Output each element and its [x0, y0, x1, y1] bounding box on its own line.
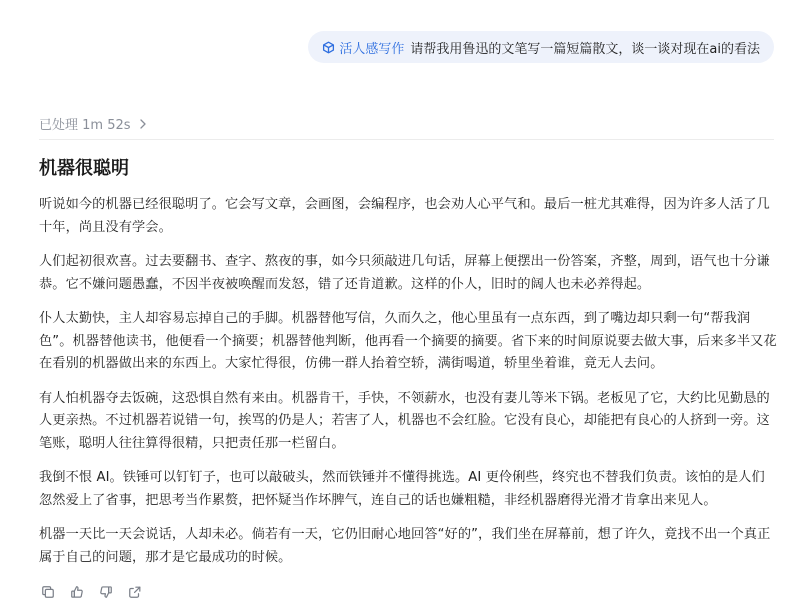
- processing-status[interactable]: [39, 114, 147, 133]
- response-article: [39, 156, 777, 581]
- skill-label: 活人感写作: [339, 41, 405, 57]
- divider: [39, 139, 774, 140]
- thumbs-up-icon[interactable]: [69, 584, 85, 600]
- article-paragraph: 有人怕机器夺去饭碗，这恐惧自然有来由。机器肯干，手快，不领薪水，也没有妻儿等米下锅。老板见了它，大约比见勤恳的人更亲热。不过机器若说错一句，挨骂的仍是人；若害了人，机器也不会红脸。它没有良心，却能把有良心的人挤到一旁。这笔账，聪明人往往算得很精，只把责任那一栏留白。: [39, 390, 770, 451]
- copy-icon[interactable]: [40, 584, 56, 600]
- article-paragraph: 人们起初很欢喜。过去要翻书、查字、熬夜的事，如今只须敲进几句话，屏幕上便摆出一份答案，齐整，周到，语气也十分谦恭。它不嫌问题愚蠢，不因半夜被唤醒而发怒，错了还肯道歉。这样的仆人，旧时的阔人也未必养得起。: [39, 254, 770, 292]
- article-paragraph: 机器一天比一天会说话，人却未必。倘若有一天，它仍旧耐心地回答“好的”，我们坐在屏幕前，想了许久，竟找不出一个真正属于自己的问题，那才是它最成功的时候。: [39, 527, 771, 565]
- cube-icon: [322, 41, 335, 54]
- user-message-bubble: [308, 31, 774, 63]
- thumbs-down-icon[interactable]: [98, 584, 114, 600]
- article-paragraph: 我倒不恨 AI。铁锤可以钉钉子，也可以敲破头，然而铁锤并不懂得挑选。AI 更伶俐些，终究也不替我们负责。该怕的是人们忽然爱上了省事，把思考当作累赘，把怀疑当作坏脾气，连自己的话也嫌粗糙，非经机器磨得光滑才肯拿出来见人。: [39, 470, 765, 508]
- article-paragraph: 听说如今的机器已经很聪明了。它会写文章，会画图，会编程序，也会劝人心平气和。最后一桩尤其难得，因为许多人活了几十年，尚且没有学会。: [39, 197, 770, 235]
- article-title: 机器很聪明: [39, 158, 129, 179]
- chevron-right-icon: [139, 119, 147, 129]
- share-icon[interactable]: [127, 584, 143, 600]
- article-paragraph: 仆人太勤快，主人却容易忘掉自己的手脚。机器替他写信，久而久之，他心里虽有一点东西，到了嘴边却只剩一句“帮我润色”。机器替他读书，他便看一个摘要；机器替他判断，他再看一个摘要的摘要。省下来的时间原说要去做大事，后来多半又花在看别的机器做出来的东西上。大家忙得很，仿佛一群人抬着空轿，满街喝道，轿里坐着谁，竟无人去问。: [39, 311, 777, 371]
- processing-status-label: 已处理 1m 52s: [39, 118, 131, 133]
- response-actions: [40, 584, 143, 600]
- skill-tag[interactable]: [322, 38, 404, 57]
- user-message-text: 请帮我用鲁迅的文笔写一篇短篇散文，谈一谈对现在ai的看法: [410, 41, 760, 57]
